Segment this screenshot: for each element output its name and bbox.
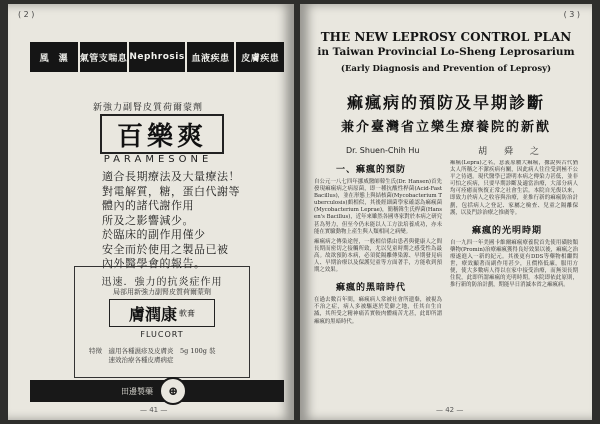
- category-asthma: 氣管支喘息: [80, 42, 130, 72]
- left-page-number-top: ( 2 ): [18, 10, 35, 19]
- company-logo-band: [30, 380, 284, 402]
- paragraph: 痲瘋病之傳染途徑，一般相信係由患者與健康人之間長期而密切之接觸所致，尤以兒童時期之感受性為最高。故欲預防本病，必須從隔離傳染源、早期發見病人、早期治療以及保護兒童等方面著手，方能收到預期之效果。: [314, 238, 442, 274]
- ad2-tagline: 迅速．強力的抗炎症作用: [101, 277, 223, 288]
- left-page-number-bottom: — 41 —: [140, 406, 168, 414]
- paragraph: 自公元一八七四年挪威醫師韓生氏(Dr. Hansen)首先發現痲瘋病之病原菌，即一種抗酸性桿菌(Acid-Fast Bacillus)，並在形態上與結核菌(Mycobacterium Tuberculosis)頗相似，其後經細菌學家確認為痲瘋菌(Mycobacterium Leprae)，簡稱韓生氏桿菌(Hansen's Bacillus)，近年來雖然各國專家對於本病之研究甚為努力，但至今仍未能以人工方法培養成功，亦未能在實驗動物上產生與人類相同之病變。: [314, 179, 442, 235]
- article-title-en-line3: (Early Diagnosis and Prevention of Leprosy): [340, 64, 552, 74]
- category-skin-disease: 皮膚疾患: [236, 42, 284, 72]
- indication-line: 體內的諸代謝作用: [102, 199, 194, 212]
- article-column-1: [314, 160, 442, 412]
- indication-line: 對電解質，糖，蛋白代謝等: [102, 184, 240, 198]
- right-page-number-bottom: — 42 —: [436, 406, 464, 414]
- company-emblem-icon: ⊕: [159, 377, 187, 405]
- ad2-box: [74, 266, 250, 378]
- author-name-cn: 胡 舜 之: [478, 147, 544, 157]
- article-title-en-line2: in Taiwan Provincial Lo-Sheng Leprosarium: [317, 46, 575, 58]
- indication-line: 所及之影響減少。: [102, 213, 194, 227]
- category-blood-disease: 血液疾患: [187, 42, 237, 72]
- section-heading: 痲瘋的黑暗時代: [336, 283, 407, 294]
- indication-line: 於臨床的副作用僅少: [102, 228, 206, 241]
- right-page-number-top: ( 3 ): [563, 10, 580, 19]
- section-heading: 一、痲瘋的預防: [336, 165, 407, 175]
- indication-line: 適合長期療法及大量療法！: [102, 170, 240, 183]
- author-name-en: Dr. Shuen-Chih Hu: [346, 146, 420, 155]
- ad2-brand-name: [109, 299, 215, 327]
- category-nephrosis: Nephrosis: [129, 42, 186, 72]
- paragraph: 自一九四一年美國卡維爾痲瘋療養院首先使用磺胺類藥物(Promin)治療痲瘋獲得良好效果以後，痲瘋之治療遂進入一新的紀元。其後更有DDS等藥物相繼問世，療效顯著而副作用甚少，且價格低廉，服用方便，使大多數病人得以在家中接受治療，而無須長期住院，此即所謂痲瘋的光明時期。本院即依此原則，推行新的防治計劃，期能早日消滅本省之痲瘋病。: [450, 239, 578, 289]
- ad1-indications: [102, 170, 252, 272]
- ad2-spec-line: 特徵 適用各種濕疹及皮膚炎 5g 100g 裝: [89, 347, 216, 355]
- company-name-text: 田邊製藥: [121, 386, 153, 396]
- category-rheumatism: 風 濕: [30, 42, 80, 72]
- article-column-2: [450, 160, 578, 412]
- article-title-en-line1: THE NEW LEPROSY CONTROL PLAN: [320, 30, 572, 44]
- article-subtitle-cn: 兼介臺灣省立樂生療養院的新猷: [340, 120, 551, 135]
- left-page-advertisement: [8, 4, 294, 420]
- right-page-article: [300, 4, 592, 420]
- category-bar: [30, 42, 284, 72]
- indication-line: 內外醫學會的報告。: [102, 257, 206, 270]
- ad2-spec: [89, 347, 239, 365]
- paragraph: 在過去數百年間，痲瘋病人常被社會所遺棄，被視為不治之症，病人多被驅逐於荒僻之地，任其自生自滅，其所受之精神痛苦實較肉體痛苦尤甚，此即所謂痲瘋的黑暗時代。: [314, 297, 442, 325]
- ad2-small-line: 局部用新強力副腎皮質荷爾蒙劑: [113, 288, 211, 296]
- ad2-spec-line: 速效治療各種皮膚病症: [89, 356, 174, 364]
- article-title-cn: 痲瘋病的預防及早期診斷: [346, 93, 545, 112]
- section-heading: 痲瘋的光明時期: [472, 225, 543, 236]
- indication-line: 安全而於使用之製品已被: [102, 242, 229, 256]
- ad2-brand-text: 膚潤康: [128, 304, 177, 324]
- ad2-brand-latin: FLUCORT: [140, 330, 184, 339]
- ad1-tagline: 新強力副腎皮質荷爾蒙劑: [92, 103, 203, 113]
- ad2-brand-suffix: 軟膏: [179, 308, 195, 318]
- ad1-brand-name: 百樂爽: [100, 114, 224, 154]
- paragraph: 痲瘋(Lepra)之名，意義原屬大痲瘋，據說與古代猶太人所稱之不潔疾病有關，因此病人往往受到極不公平之待遇。現代醫學已證明本病之傳染力甚低，並非可怕之疾病，只要早期診斷及適當治療，大部分病人均可痊癒而恢復正常之社會生活。本院自光復以來，即致力於病人之收容與治療，並推行新的痲瘋防治計劃，包括病人之登記、家屬之檢查、兒童之隔離保護，以及門診治療之推廣等。: [450, 160, 578, 216]
- ad1-brand-latin: PARAMESONE: [103, 154, 213, 165]
